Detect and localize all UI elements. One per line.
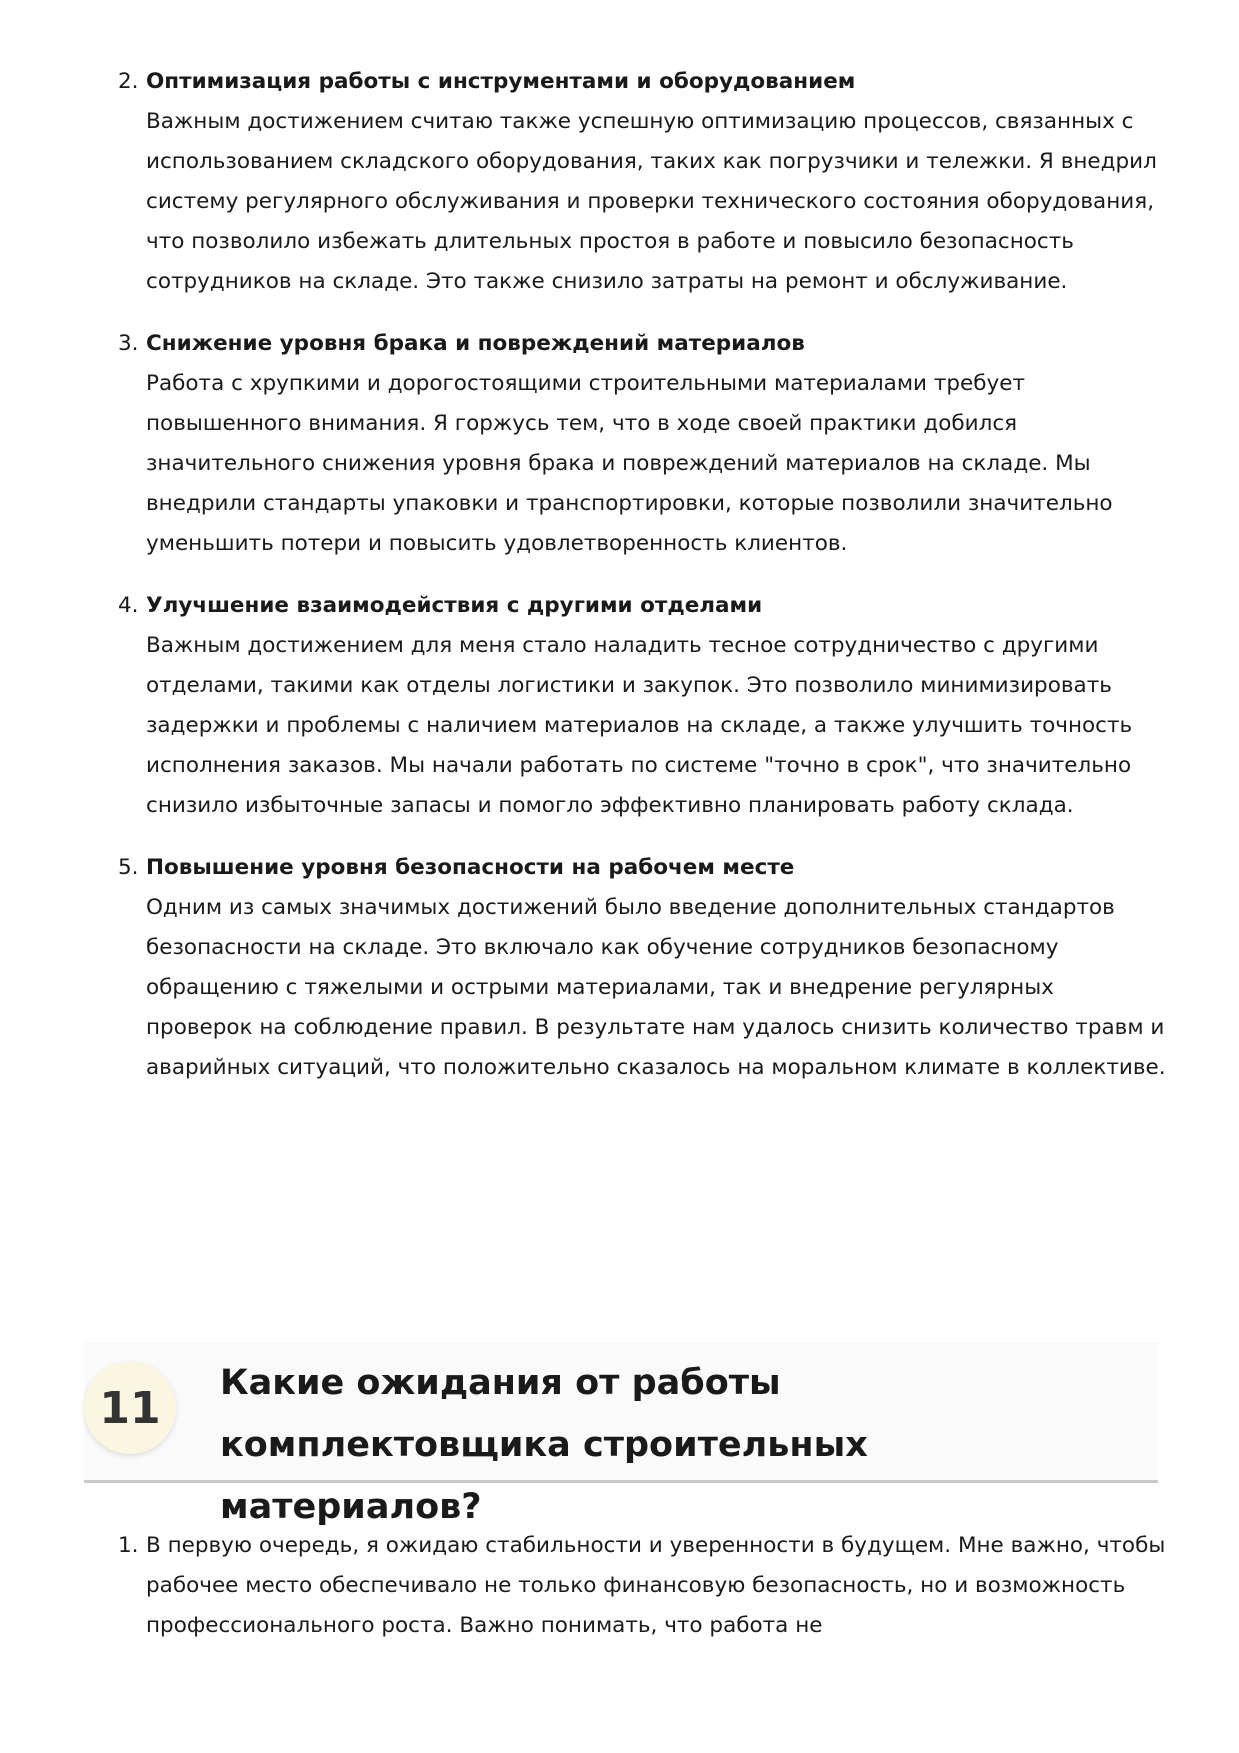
list-item (116, 848, 1166, 1088)
section-number-badge: 11 (84, 1362, 176, 1454)
item-number: 2. (118, 69, 139, 94)
list-item (116, 586, 1166, 826)
item-text: Одним из самых значимых достижений было введение дополнительных стандартов безопасности на складе. Это включало как обучение сотрудников безопасному обращению с тяжелыми и острыми материалами, так и внедрение регулярных проверок на соблюдение правил. В результате нам удалось снизить количество травм и аварийных ситуаций, что положительно сказалось на моральном климате в коллективе. (146, 895, 1166, 1080)
item-number: 5. (118, 855, 139, 880)
list-item (116, 62, 1166, 302)
item-title: Оптимизация работы с инструментами и оборудованием (146, 69, 856, 94)
section-title: Какие ожидания от работы комплектовщика строительных материалов? (220, 1363, 868, 1527)
list-item (116, 1526, 1166, 1646)
item-number: 3. (118, 331, 139, 356)
item-title: Улучшение взаимодействия с другими отделами (146, 593, 763, 618)
list-item (116, 324, 1166, 564)
item-title: Повышение уровня безопасности на рабочем месте (146, 855, 795, 880)
item-number: 4. (118, 593, 139, 618)
item-text: В первую очередь, я ожидаю стабильности и уверенности в будущем. Мне важно, чтобы рабочее место обеспечивало не только финансовую безопасность, но и возможность профессионального роста. Важно понимать, что работа не (146, 1533, 1166, 1638)
achievements-list (116, 62, 1166, 1110)
expectations-list (116, 1526, 1166, 1668)
item-text: Важным достижением считаю также успешную оптимизацию процессов, связанных с использованием складского оборудования, таких как погрузчики и тележки. Я внедрил систему регулярного обслуживания и проверки технического состояния оборудования, что позволило избежать длительных простоя в работе и повысило безопасность сотрудников на складе. Это также снизило затраты на ремонт и обслуживание. (146, 109, 1157, 294)
item-text: Работа с хрупкими и дорогостоящими строительными материалами требует повышенного внимания. Я горжусь тем, что в ходе своей практики добился значительного снижения уровня брака и повреждений материалов на складе. Мы внедрили стандарты упаковки и транспортировки, которые позволили значительно уменьшить потери и повысить удовлетворенность клиентов. (146, 371, 1113, 556)
item-text: Важным достижением для меня стало наладить тесное сотрудничество с другими отделами, такими как отделы логистики и закупок. Это позволило минимизировать задержки и проблемы с наличием материалов на складе, а также улучшить точность исполнения заказов. Мы начали работать по системе "точно в срок", что значительно снизило избыточные запасы и помогло эффективно планировать работу склада. (146, 633, 1133, 818)
section-header (84, 1342, 1158, 1527)
item-title: Снижение уровня брака и повреждений материалов (146, 331, 805, 356)
item-number: 1. (118, 1533, 139, 1558)
